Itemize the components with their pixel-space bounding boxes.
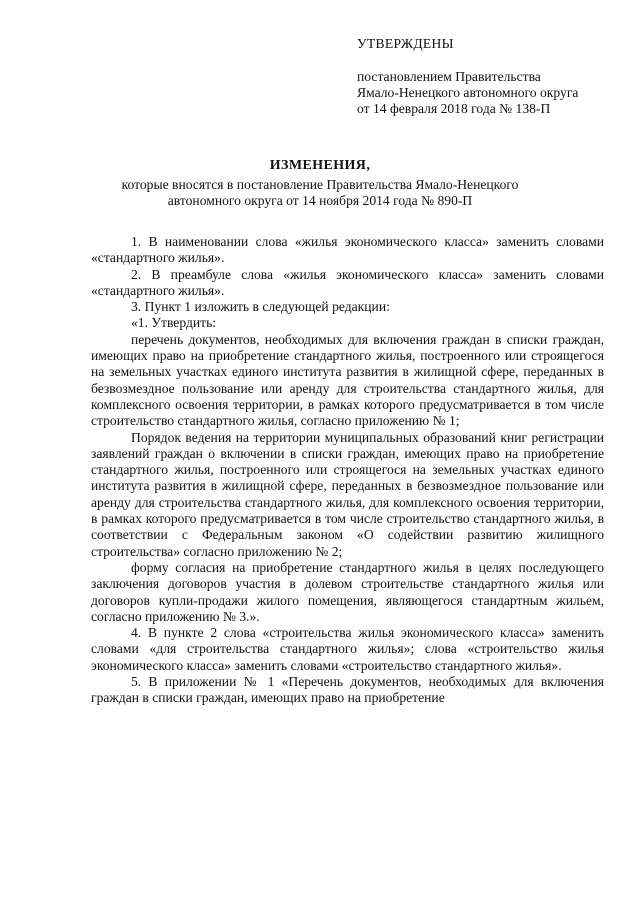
approval-line: Ямало-Ненецкого автономного округа [357,85,579,100]
subtitle-line: которые вносятся в постановление Правительства Ямало-Ненецкого [121,177,519,192]
document-subtitle [0,177,640,209]
document-title: ИЗМЕНЕНИЯ, [269,158,371,173]
paragraph-approve: «1. Утвердить: [131,315,217,331]
subtitle-line: автономного округа от 14 ноября 2014 года № 890-П [167,193,473,208]
approval-heading: УТВЕРЖДЕНЫ [357,36,454,51]
paragraph-registration-procedure: Порядок ведения на территории муниципальных образований книг регистрации заявлений граждан о включении в списки граждан, имеющих право на приобретение стандартного жилья, построенного или строящегося на земельных участках единого института развития в жилищной сфере, переданных в безвозмездное пользование или аренду для строительства стандартного жилья, для комплексного освоения территории, в рамках которого предусматривается в том числе строительство стандартного жилья, в соответствии с Федеральным законом «О содействии развитию жилищного строительства» согласно приложению № 2; [91,429,604,559]
paragraph-item-2: 2. В преамбуле слова «жилья экономического класса» заменить словами «стандартного жилья». [91,266,604,298]
paragraph-consent-form: форму согласия на приобретение стандартного жилья в целях последующего заключения договоров участия в долевом строительстве стандартного жилья или договоров купли-продажи жилого помещения, являющегося стандартным жильем, согласно приложению № 3.». [91,559,604,624]
approval-line: постановлением Правительства [357,69,541,84]
paragraph-item-1: 1. В наименовании слова «жилья экономического класса» заменить словами «стандартного жилья». [91,234,604,266]
document-body [91,234,604,707]
approval-line: от 14 февраля 2018 года № 138-П [357,101,551,116]
paragraph-item-4: 4. В пункте 2 слова «строительства жилья экономического класса» заменить словами «для строительства стандартного жилья»; слова «строительство жилья экономического класса» заменить словами «строительство стандартного жилья». [91,625,604,673]
paragraph-item-3: 3. Пункт 1 изложить в следующей редакции: [131,299,390,315]
paragraph-documents-list: перечень документов, необходимых для включения граждан в списки граждан, имеющих право на приобретение стандартного жилья, построенного или строящегося на земельных участках единого института развития в жилищной сфере, переданных в безвозмездное пользование или аренду для строительства стандартного жилья, для комплексного освоения территории, в рамках которого предусматривается в том числе строительство стандартного жилья, согласно приложению № 1; [91,331,604,429]
approval-stamp [357,36,617,117]
paragraph-item-5: 5. В приложении № 1 «Перечень документов, необходимых для включения граждан в списки граждан, имеющих право на приобретение [91,674,604,706]
